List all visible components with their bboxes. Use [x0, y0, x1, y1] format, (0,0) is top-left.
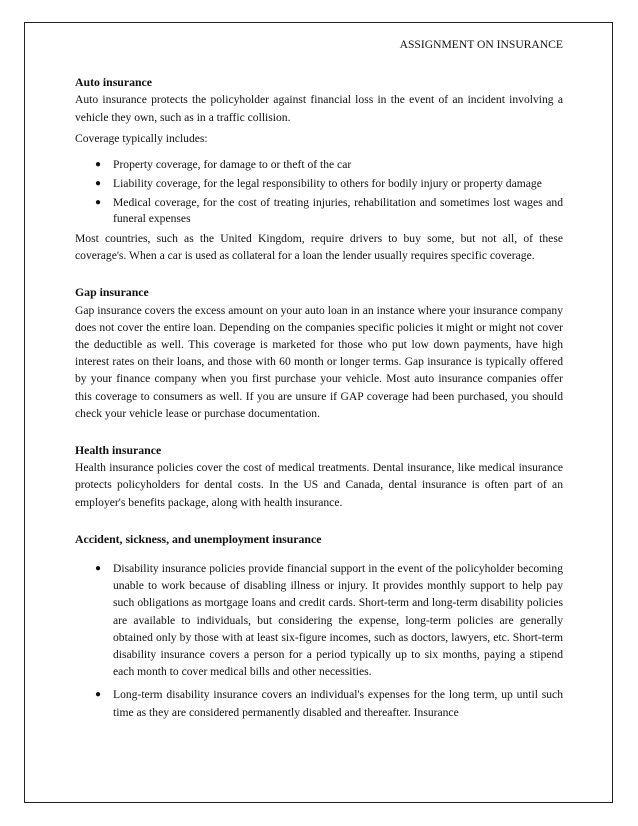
heading-gap-insurance: Gap insurance — [75, 285, 149, 300]
health-paragraph: Health insurance policies cover the cost of medical treatments. Dental insurance, like medical insurance protects policyholders for dental costs. In the US and Canada, dental insurance is often part of an employer's benefits package, along with health insurance. — [75, 461, 563, 509]
heading-auto-insurance: Auto insurance — [75, 75, 153, 90]
auto-intro-paragraph: Auto insurance protects the policyholder against financial loss in the event of an incident involving a vehicle they own, such as in a traffic collision. — [75, 93, 563, 124]
heading-accident-insurance: Accident, sickness, and unemployment insurance — [75, 531, 322, 546]
section-accident-insurance — [75, 531, 563, 721]
bullet-icon: ● — [95, 159, 102, 171]
document-body — [75, 36, 563, 741]
list-item: ● Disability insurance policies provide financial support in the event of the policyholder becoming unable to work because of disabling illness or injury. It provides monthly support to help pay such obligations as mortgage loans and credit cards. Short-term and long-term disability policies are available to individuals, but considering the expense, long-term policies are generally obtained only by those with at least six-figure incomes, such as doctors, lawyers, etc. Short-term disability insurance covers a person for a period typically up to six months, paying a stipend each month to cover medical bills and other necessities. — [95, 562, 563, 679]
section-gap-insurance — [75, 284, 563, 422]
document-header: ASSIGNMENT ON INSURANCE — [399, 38, 563, 51]
coverage-intro: Coverage typically includes: — [75, 131, 208, 145]
section-health-insurance — [75, 442, 563, 511]
bullet-icon: ● — [95, 563, 102, 575]
heading-health-insurance: Health insurance — [75, 443, 162, 458]
list-item: ● Property coverage, for damage to or theft of the car — [95, 158, 352, 172]
section-auto-insurance — [75, 74, 563, 264]
list-item: ● Liability coverage, for the legal responsibility to others for bodily injury or property damage — [95, 177, 542, 191]
list-item: ● Medical coverage, for the cost of treating injuries, rehabilitation and sometimes lost wages and funeral expenses — [95, 196, 563, 226]
gap-paragraph: Gap insurance covers the excess amount on your auto loan in an instance where your insurance company does not cover the entire loan. Depending on the companies specific policies it might or might not cover the deductible as well. This coverage is marketed for those who put low down payments, have high interest rates on their loans, and those with 60 month or longer terms. Gap insurance is typically offered by your finance company when you first purchase your vehicle. Most auto insurance companies offer this coverage to consumers as well. If you are unsure if GAP coverage had been purchased, you should check your vehicle lease or purchase documentation. — [75, 303, 563, 420]
accident-list — [75, 560, 563, 721]
auto-closing-paragraph: Most countries, such as the United Kingdom, require drivers to buy some, but not all, of these coverage's. When a car is used as collateral for a loan the lender usually requires specific coverage. — [75, 232, 563, 263]
bullet-icon: ● — [95, 197, 102, 209]
bullet-icon: ● — [95, 178, 102, 190]
coverage-list — [75, 157, 563, 227]
list-item: ● Long-term disability insurance covers an individual's expenses for the long term, up until such time as they are considered permanently disabled and thereafter. Insurance — [95, 688, 563, 719]
bullet-icon: ● — [95, 689, 102, 701]
